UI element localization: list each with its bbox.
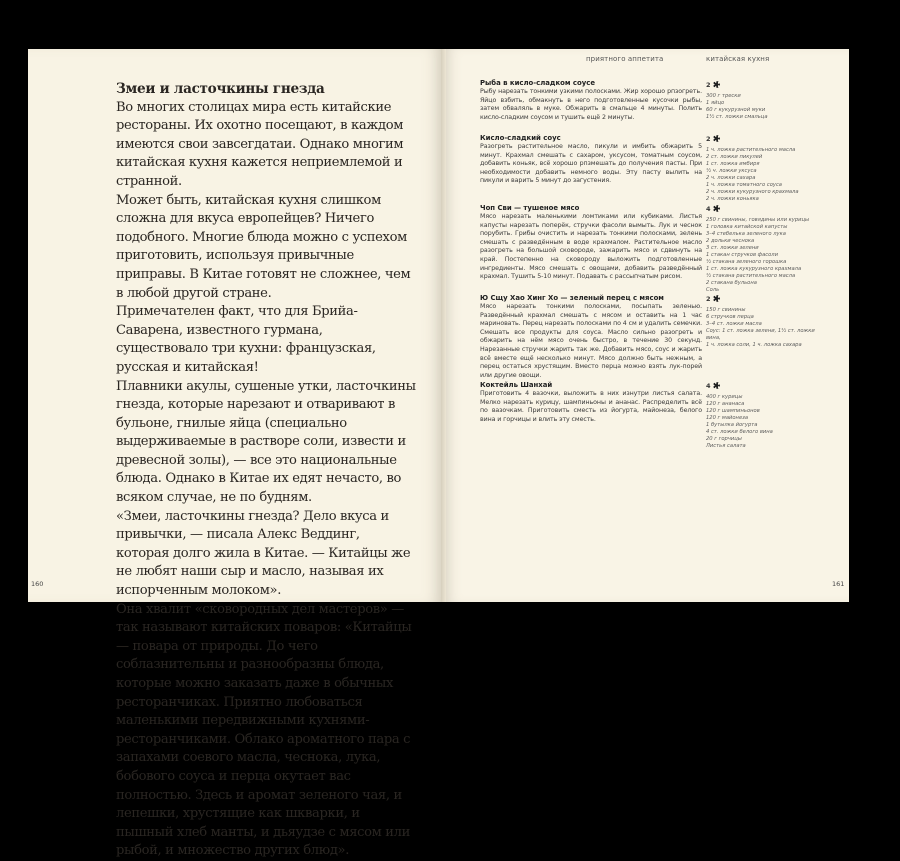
- page-number-right: 161: [832, 580, 845, 588]
- servings-count: 4: [706, 204, 711, 213]
- ingredient: 1 ч. ложка растительного масла: [706, 147, 796, 153]
- ingredient: 1 ст. ложка имбиря: [706, 161, 760, 167]
- recipe-text: Мясо нарезать маленькими ломтиками или кубиками. Листья капусты нарезать поперёк, стручки фасоли вымыть. Лук и чеснок порубить. Грибы очистить и нарезать тонкими полосками, зелень смешать с разведённым в воде крахмалом. Растительное масло разогреть на большой сковороде, зажарить мясо и сдвинуть на край. Постепенно на сковороду выложить подготовленные ингредиенты. Мясо смешать с овощами, добавить разведённый крахмал. Тушить 5-10 минут. Подавать с рассыпчатым рисом.: [480, 213, 702, 281]
- ingredient: ½ стакана растительного масла: [706, 273, 796, 279]
- people-icon: [712, 295, 721, 303]
- recipe-text: Разогреть растительное масло, пикули и имбить обжарить 5 минут. Крахмал смешать с сахаром, уксусом, томатным соусом, добавить коньяк, всё хорошо рпзмешать до получения пасты. При необходимости добавить немного воды. Эту пасту вылить на пикули и варить 5 минут до загустения.: [480, 143, 702, 185]
- recipe-title: Рыба в кисло-сладком соусе: [480, 79, 595, 87]
- ingredient: 120 г майонеза: [706, 415, 749, 421]
- people-icon: [712, 382, 721, 390]
- page-number-left: 160: [31, 580, 44, 588]
- ingredient: 2 ч. ложки кукурузного крахмала: [706, 189, 799, 195]
- servings: [706, 381, 826, 390]
- ingredient: 300 г трески: [706, 93, 741, 99]
- servings-count: 4: [706, 381, 711, 390]
- ingredient: 150 г свинины: [706, 307, 746, 313]
- servings-count: 2: [706, 80, 711, 89]
- ingredient: 2 ст. ложки пикулей: [706, 154, 763, 160]
- ingredients-block: [706, 381, 826, 450]
- ingredient: 1 головка китайской капусты: [706, 224, 788, 230]
- ingredient: 4 ст. ложки белого вина: [706, 429, 773, 435]
- recipe-title: Кисло-сладкий соус: [480, 134, 561, 142]
- essay-heading: Змеи и ласточкины гнезда: [116, 81, 325, 97]
- recipe-title: Ю Сщу Хао Хинг Хо — зеленый перец с мясом: [480, 294, 664, 302]
- ingredient: 2 стакана бульона: [706, 280, 757, 286]
- people-icon: [712, 135, 721, 143]
- ingredient: 1 ст. ложка кукурузного крахмала: [706, 266, 802, 272]
- ingredient: 1 стакан стручков фасоли: [706, 252, 778, 258]
- ingredient-list: [706, 93, 826, 121]
- servings: [706, 294, 826, 303]
- ingredient: 1½ ст. ложки смальца: [706, 114, 768, 120]
- ingredient: Соус: 1 ст. ложка зелени, 1½ ст. ложки вина,: [706, 328, 815, 341]
- recipe: [480, 134, 702, 186]
- ingredient-list: [706, 147, 826, 203]
- ingredient: 2 ч. ложки коньяка: [706, 196, 759, 202]
- servings-count: 2: [706, 294, 711, 303]
- ingredient: 250 г свинины, говядины или курицы: [706, 217, 810, 223]
- ingredient: 3 ст. ложки зелени: [706, 245, 759, 251]
- ingredient: 60 г кукурузной муки: [706, 107, 766, 113]
- ingredient: 1 ч. ложка томатного соуса: [706, 182, 782, 188]
- recipe-text: Мясо нарезать тонкими полосками, посыпать зеленью. Разведённый крахмал смешать с мясом и оставить на 1 час мариновать. Перец нарезать полосками по 4 см и удалить семечки. Смешать все продукты для соуса. Масло сильно разогреть и обжарить на нём мясо очень быстро, в течение 30 секунд. Нарезанные стручки жарить так же. Добавить мясо, соус и жарить всё вместе ещё несколько минут. Мясо должно быть нежным, а перец остаться хрустящим. Вместо перца можно взять лук-порей или другие овощи.: [480, 303, 702, 379]
- essay-paragraph: Во многих столицах мира есть китайские рестораны. Их охотно посещают, в каждом имеются свои завсегдатаи. Однако многим китайская кухня кажется неприемлемой и странной.: [116, 99, 404, 189]
- essay-paragraph: Примечателен факт, что для Брийа-Саварена, известного гурмана, существовало три кухни: французская, русская и китайская!: [116, 304, 376, 375]
- essay: [116, 80, 416, 861]
- servings-count: 2: [706, 134, 711, 143]
- ingredient: 1 яйцо: [706, 100, 725, 106]
- recipe-text: Рыбу нарезать тонкими узкими полосками. Жир хорошо рпзогреть. Яйцо взбить, обмакнуть в него подготовленные кусочки рыбы, затем обваляль в муке. Обжарить в смальце 4 минуты. Полить кисло-сладким соусом и тушить ещё 2 минуты.: [480, 88, 702, 121]
- running-head-left: приятного аппетита: [586, 55, 664, 63]
- recipe: [480, 294, 702, 380]
- ingredients-block: [706, 294, 826, 349]
- ingredients-block: [706, 80, 826, 121]
- ingredient: 2 ч. ложки сахара: [706, 175, 756, 181]
- ingredient-list: [706, 217, 826, 294]
- essay-paragraph: Может быть, китайская кухня слишком сложна для вкуса европейцев? Ничего подобного. Многие блюда можно с успехом приготовить, используя привычные приправы. В Китае готовят не сложнее, чем в любой другой стране.: [116, 192, 411, 301]
- recipe: [480, 79, 702, 122]
- ingredient: 1 бутылка йогурта: [706, 422, 758, 428]
- ingredient: 400 г курицы: [706, 394, 743, 400]
- essay-paragraph: Плавники акулы, сушеные утки, ласточкины гнезда, которые нарезают и отваривают в бульоне, гнилые яйца (специально выдерживаемые в растворе соли, извести и древесной золы), — все это национальные блюда. Однако в Китае их едят нечасто, во всяком случае, не по будням.: [116, 378, 416, 506]
- running-head-right: китайская кухня: [706, 55, 770, 63]
- ingredient: 3–4 ст. ложки масла: [706, 321, 762, 327]
- essay-paragraph: Она хвалит «сковородных дел мастеров» — так называют китайских поваров: «Китайцы — повара от природы. До чего соблазнительны и разнообразны блюда, которые можно заказать даже в обычных ресторанчиках. Приятно любоваться маленькими передвижными кухнями-ресторанчиками. Облако ароматного пара с запахами соевого масла, чеснока, лука, бобового соуса и перца окутает вас полностью. Здесь и аромат зеленого чая, и лепешки, хрустящие как шкварки, и пышный хлеб манты, и дьяудзе с мясом или рыбой, и множество других блюд».: [116, 601, 412, 859]
- recipe-text: Приготовить 4 вазочки, выложить в них изнутри листья салата. Мелко нарезать курицу, шампиньоны и ананас. Распределить всё по вазочкам. Приготовить сместь из йогурта, майонеза, белого вина и горчицы и влить эту сместь.: [480, 390, 702, 423]
- recipe: [480, 381, 702, 424]
- recipe-title: Коктейль Шанхай: [480, 381, 553, 389]
- ingredient-list: [706, 307, 826, 349]
- ingredient: 2 дольки чеснока: [706, 238, 755, 244]
- recipe-title: Чоп Сви — тушеное мясо: [480, 204, 580, 212]
- recipe: [480, 204, 702, 282]
- book-gutter: [441, 49, 446, 602]
- ingredients-block: [706, 204, 826, 294]
- essay-paragraph: «Змеи, ласточкины гнезда? Дело вкуса и привычки, — писала Алекс Веддинг, которая долго жила в Китае. — Китайцы же не любят наши сыр и масло, называя их испорченным молоком».: [116, 508, 411, 599]
- ingredient: ½ ч. ложки уксуса: [706, 168, 757, 174]
- ingredient: ½ стакана зеленого горошка: [706, 259, 787, 265]
- ingredient: Листья салата: [706, 443, 746, 449]
- ingredient: 6 стручков перца: [706, 314, 754, 320]
- servings: [706, 134, 826, 143]
- ingredients-block: [706, 134, 826, 203]
- ingredient: 120 г шампиньонов: [706, 408, 760, 414]
- ingredient: 3–4 стебелька зеленого лука: [706, 231, 786, 237]
- ingredient: 20 г горчицы: [706, 436, 742, 442]
- servings: [706, 204, 826, 213]
- ingredient-list: [706, 394, 826, 450]
- ingredient: 120 г ананаса: [706, 401, 745, 407]
- ingredient: 1 ч. ложка соли, 1 ч. ложка сахара: [706, 342, 802, 348]
- people-icon: [712, 205, 721, 213]
- people-icon: [712, 81, 721, 89]
- ingredient: Соль: [706, 287, 720, 293]
- servings: [706, 80, 826, 89]
